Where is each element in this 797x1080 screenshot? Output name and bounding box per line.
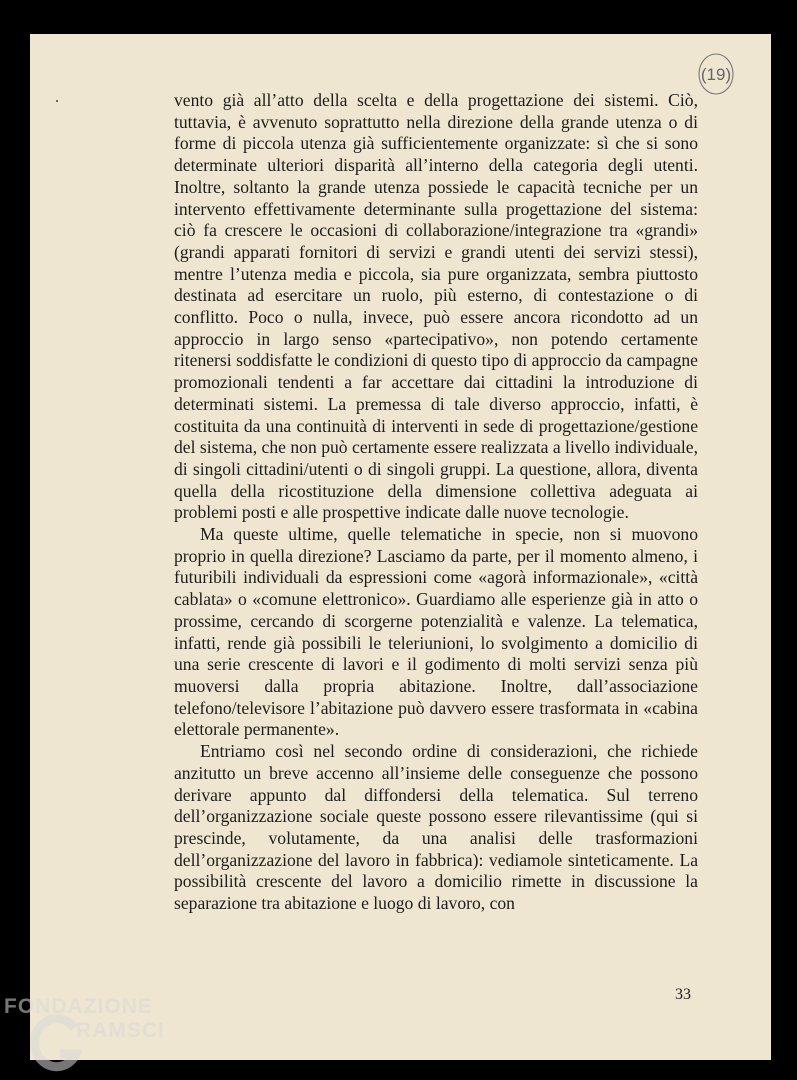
watermark-line-1: FONDAZIONE <box>4 995 153 1018</box>
folio-mark-text: (19) <box>700 65 732 84</box>
paragraph-3: Entriamo così nel secondo ordine di considerazioni, che richiede anzitutto un breve accenno all’insieme delle conseguenze che possono derivare appunto dal diffondersi della telematica. Sul terreno dell’organizzazione sociale queste possono essere rilevantissime (qui si prescinde, volutamente, da una analisi delle trasformazioni dell’organizzazione del lavoro in fabbrica): vediamole sinteticamente. La possibilità crescente del lavoro a domicilio rimette in discussione la separazione tra abitazione e luogo di lavoro, con <box>174 741 698 914</box>
watermark-line-2: RAMSCI <box>76 1019 165 1042</box>
page-number: 33 <box>675 986 691 1003</box>
paragraph-2: Ma queste ultime, quelle telematiche in specie, non si muovono proprio in quella direzione? Lasciamo da parte, per il momento almeno, i futuribili individuali da espressioni come «agorà informazionale», «città cablata» o «comune elettronico». Guardiamo alle esperienze già in atto o prossime, cercando di scorgerne potenzialità e valenze. La telematica, infatti, rende già possibili le teleriunioni, lo svolgimento a domicilio di una serie crescente di lavori e il godimento di molti servizi senza più muoversi dalla propria abitazione. Inoltre, dall’associazione telefono/televisore l’abitazione può davvero essere trasformata in «cabina elettorale permanente». <box>174 524 698 740</box>
watermark-g-logo-icon <box>30 1014 82 1074</box>
paper-speck <box>56 100 58 102</box>
body-text <box>174 90 698 915</box>
document-page <box>30 34 771 1060</box>
paragraph-1: vento già all’atto della scelta e della progettazione dei sistemi. Ciò, tuttavia, è avvenuto soprattutto nella direzione della grande utenza o di forme di piccola utenza già sufficientemente organizzate: sì che si sono determinate ulteriori disparità all’interno della categoria degli utenti. Inoltre, soltanto la grande utenza possiede le capacità tecniche per un intervento effettivamente determinante sulla progettazione del sistema: ciò fa crescere le occasioni di collaborazione/integrazione tra «grandi» (grandi apparati fornitori di servizi e grandi utenti dei servizi stessi), mentre l’utenza media e piccola, sia pure organizzata, sembra piuttosto destinata ad esercitare un ruolo, più esterno, di contestazione o di conflitto. Poco o nulla, invece, può essere ancora ricondotto ad un approccio in largo senso «partecipativo», non potendo certamente ritenersi soddisfatte le condizioni di questo tipo di approccio da campagne promozionali tendenti a far accettare dai cittadini la introduzione di determinati sistemi. La premessa di tale diverso approccio, infatti, è costituita da una continuità di interventi in sede di progettazione/gestione del sistema, che non può certamente essere realizzata a livello individuale, di singoli cittadini/utenti o di singoli gruppi. La questione, allora, diventa quella della ricostituzione della dimensione collettiva adeguata ai problemi posti e alle prospettive indicate dalle nuove tecnologie. <box>174 90 698 523</box>
folio-number-handwritten <box>697 52 735 96</box>
